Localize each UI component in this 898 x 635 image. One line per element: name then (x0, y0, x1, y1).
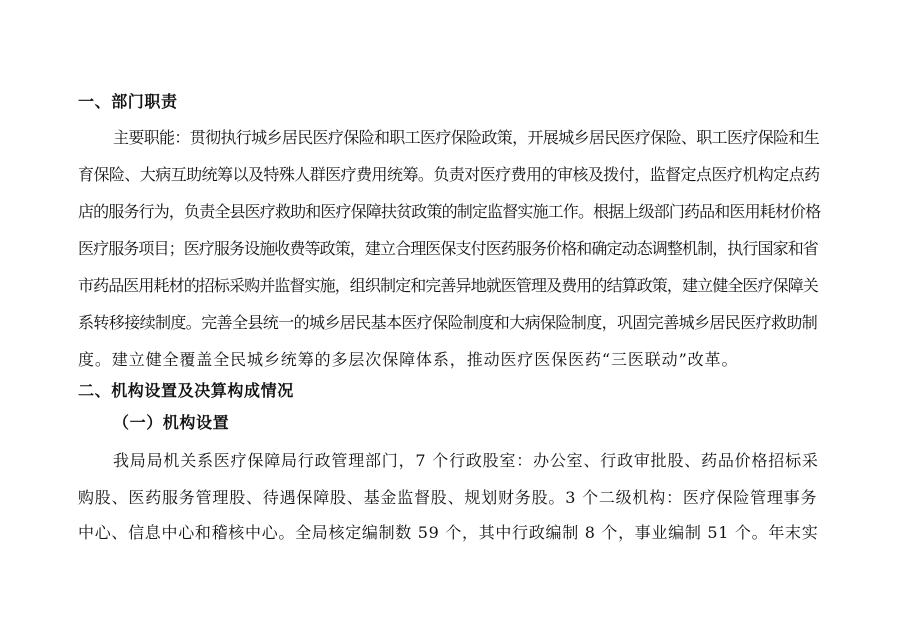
section-2-line-3: 中心、信息中心和稽核中心。全局核定编制数 59 个，其中行政编制 8 个，事业编制 51 个。年末实 (78, 523, 819, 542)
section-1-line-2: 育保险、大病互助统筹以及特殊人群医疗费用统筹。负责对医疗费用的审核及拨付，监督定点医疗机构定点药 (78, 165, 820, 184)
section-2-heading: 二、机构设置及决算构成情况 (78, 381, 294, 400)
section-1-line-5: 市药品医用耗材的招标采购并监督实施，组织制定和完善异地就医管理及费用的结算政策，建立健全医疗保障关 (78, 276, 818, 295)
section-1-line-7: 度。建立健全覆盖全民城乡统筹的多层次保障体系，推动医疗医保医药“三医联动”改革。 (78, 350, 739, 369)
section-1-line-4: 医疗服务项目；医疗服务设施收费等政策，建立合理医保支付医药服务价格和确定动态调整机制，执行国家和省 (78, 239, 818, 258)
section-1-heading: 一、部门职责 (78, 92, 178, 111)
section-1-line-6: 系转移接续制度。完善全县统一的城乡居民基本医疗保险制度和大病保险制度，巩固完善城乡居民医疗救助制 (78, 313, 818, 332)
section-1-line-3: 店的服务行为，负责全县医疗救助和医疗保障扶贫政策的制定监督实施工作。根据上级部门药品和医用耗材价格 (78, 202, 821, 221)
section-2-line-2: 购股、医药服务管理股、待遇保障股、基金监督股、规划财务股。3 个二级机构：医疗保险管理事务 (78, 488, 818, 507)
section-2-subheading: （一）机构设置 (113, 413, 230, 432)
section-1-line-1: 主要职能：贯彻执行城乡居民医疗保险和职工医疗保险政策，开展城乡居民医疗保险、职工医疗保险和生 (113, 128, 820, 147)
section-2-line-1: 我局局机关系医疗保障局行政管理部门，7 个行政股室：办公室、行政审批股、药品价格招标采 (113, 451, 819, 470)
